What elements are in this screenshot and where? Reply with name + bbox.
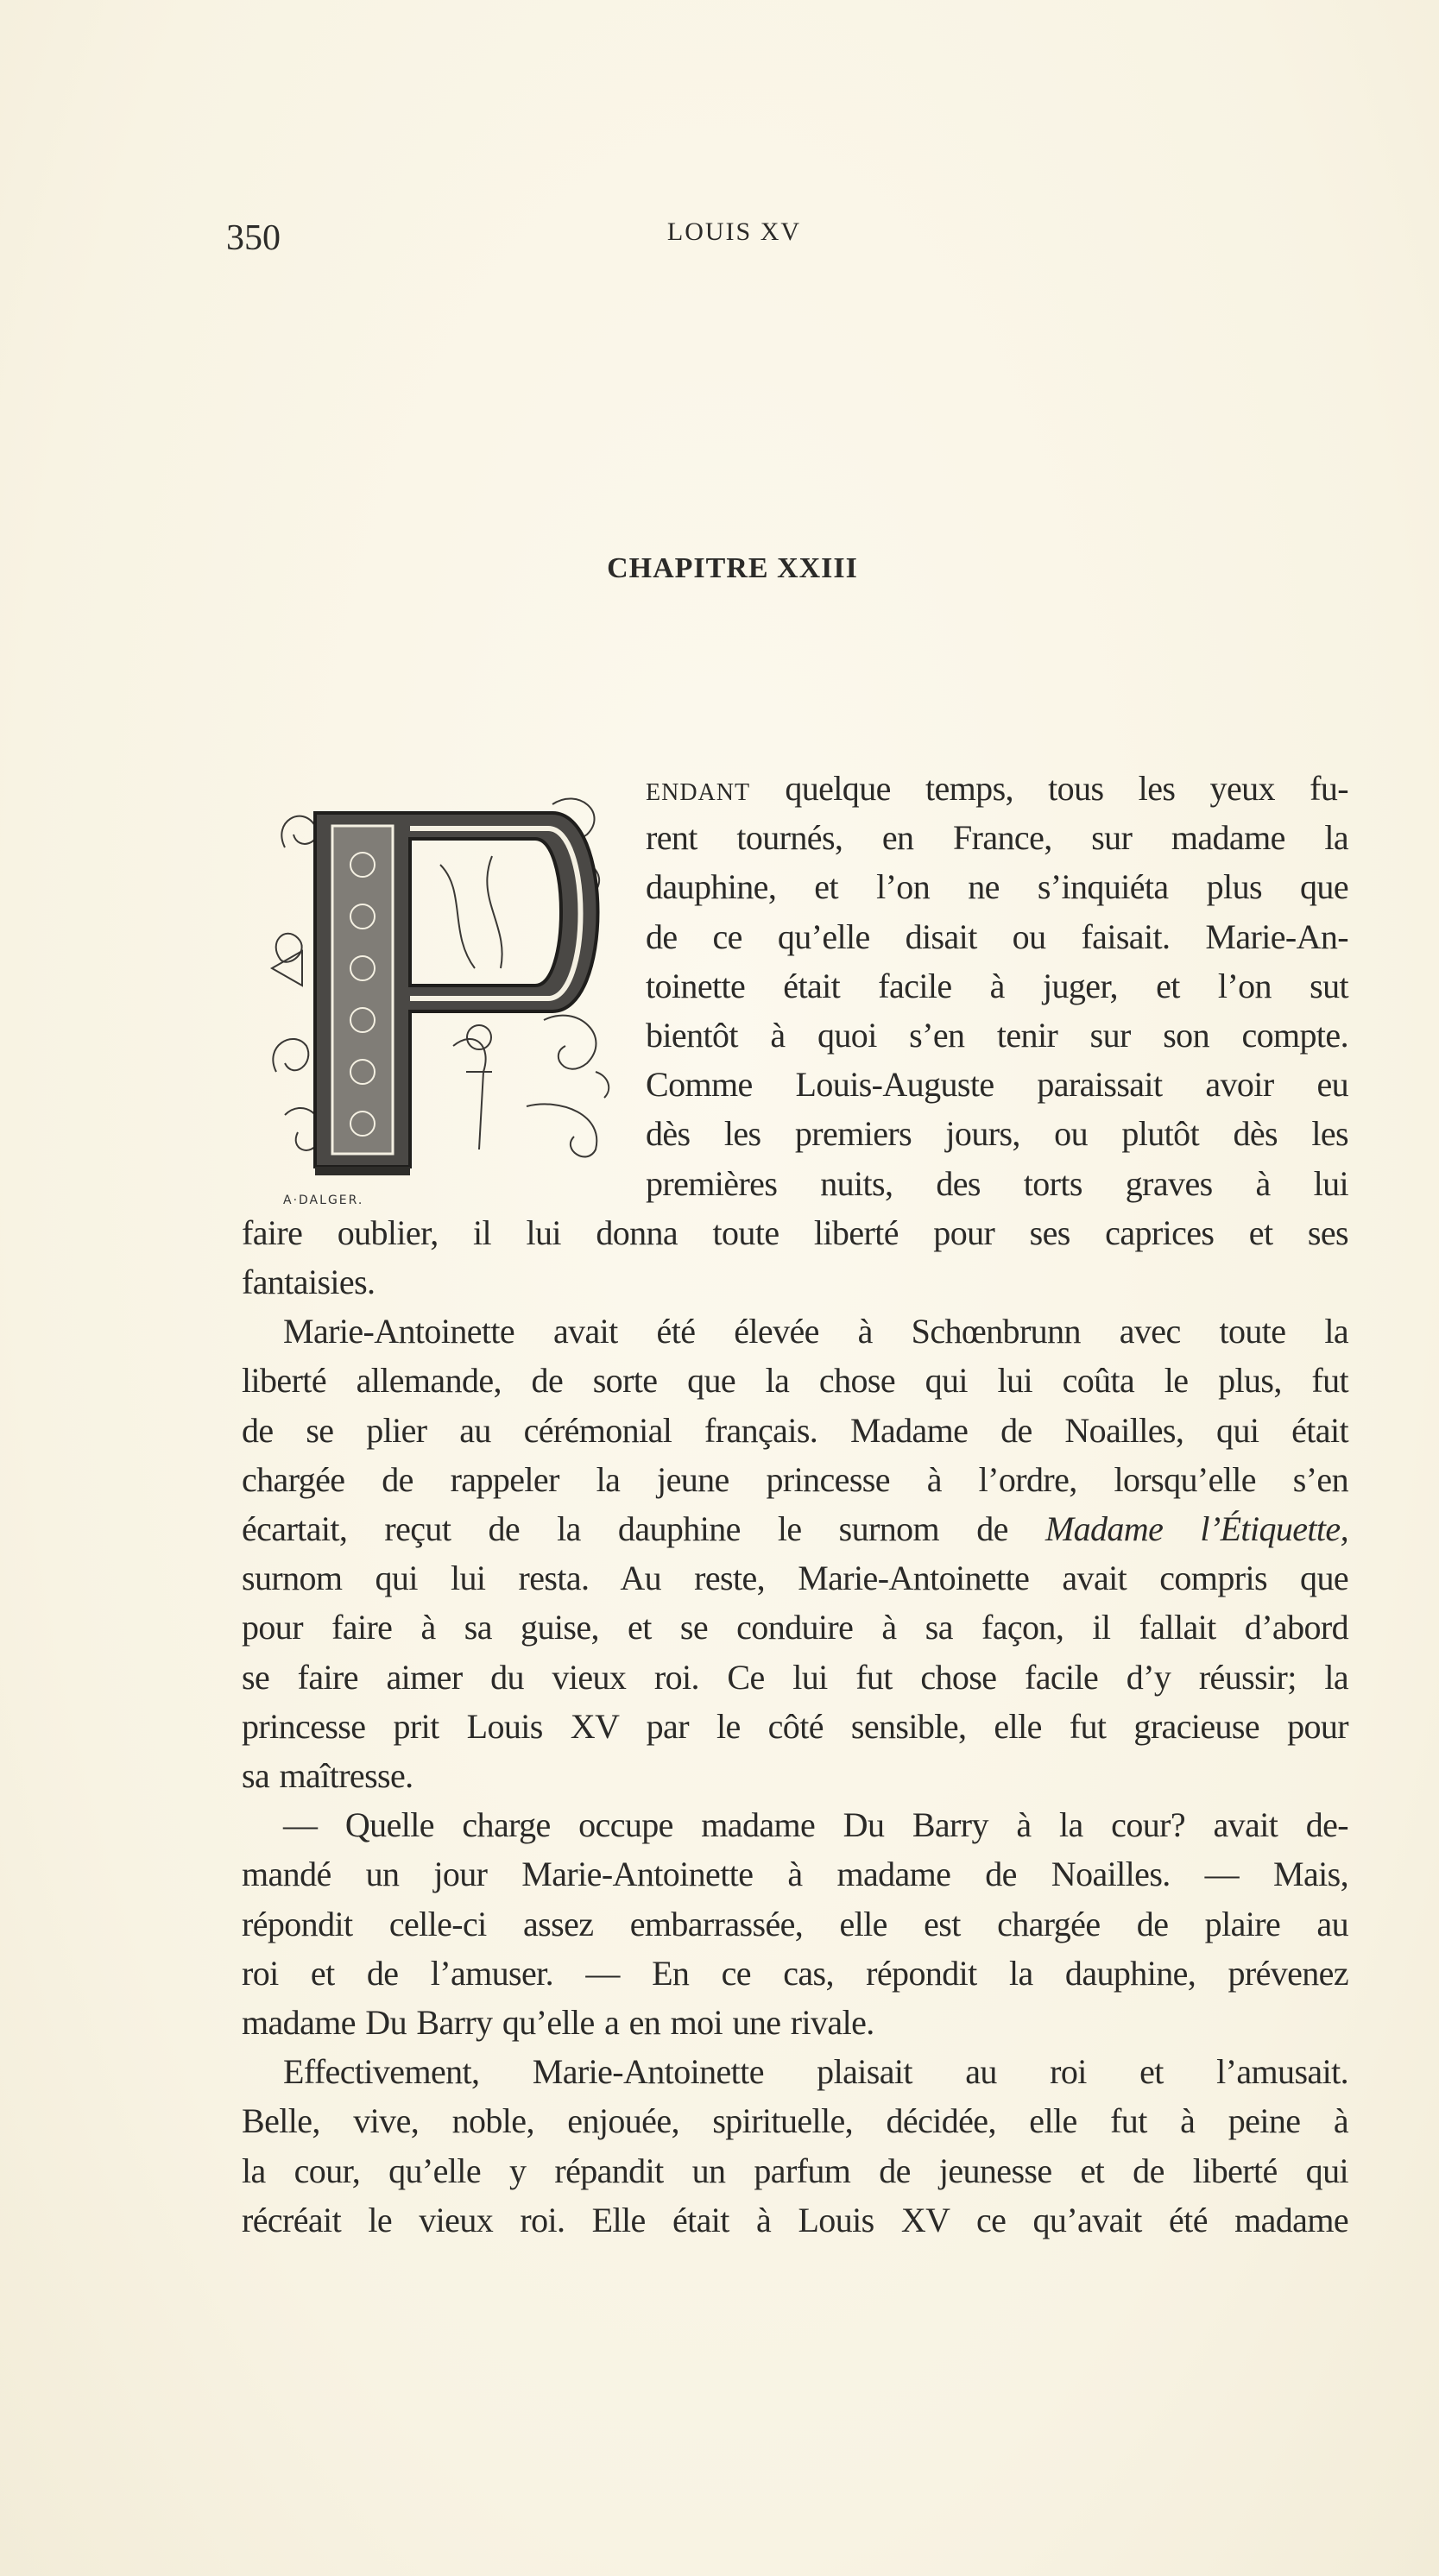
text-line — [242, 2096, 1348, 2145]
text-line — [242, 1849, 1348, 1899]
text-line — [242, 2195, 1348, 2245]
text-line — [242, 1653, 1348, 1702]
text-run: chargée de rappeler la jeune princesse à l’ordre, lorsqu’elle s’en — [242, 1459, 1348, 1499]
text-run: la cour, qu’elle y répandit un parfum de jeunesse et de liberté qui — [242, 2151, 1348, 2190]
text-run: fantaisies. — [242, 1263, 376, 1301]
text-run: récréait le vieux roi. Elle était à Louis XV ce qu’avait été madame — [242, 2200, 1348, 2239]
text-line — [242, 1356, 1348, 1405]
text-line — [242, 1949, 1348, 1998]
text-run: Belle, vive, noble, enjouée, spirituelle, décidée, elle fut à peine à — [242, 2101, 1348, 2141]
small-caps-text: ENDANT — [646, 779, 751, 806]
text-run: sa maîtresse. — [242, 1756, 413, 1795]
page-number: 350 — [226, 218, 281, 258]
text-run: liberté allemande, de sorte que la chose qui lui coûta le plus, fut — [242, 1361, 1348, 1401]
running-title: LOUIS XV — [666, 217, 802, 246]
text-line — [283, 1800, 1348, 1849]
text-line — [283, 1307, 1348, 1356]
text-line — [242, 1455, 1348, 1504]
text-run: pour faire à sa guise, et se conduire à sa façon, il fallait d’abord — [242, 1608, 1348, 1647]
text-line — [646, 1109, 1348, 1158]
text-run: mandé un jour Marie-Antoinette à madame de Noailles. — Mais, — [242, 1855, 1348, 1894]
text-run: Comme Louis-Auguste paraissait avoir eu — [646, 1065, 1348, 1105]
text-run: roi et de l’amuser. — En ce cas, répondit la dauphine, prévenez — [242, 1953, 1348, 1993]
text-run: se faire aimer du vieux roi. Ce lui fut chose facile d’y réussir; la — [242, 1657, 1348, 1697]
text-line — [646, 1159, 1348, 1208]
text-line — [242, 1603, 1348, 1652]
text-line — [646, 1011, 1348, 1060]
text-line — [242, 1257, 1348, 1307]
text-line — [242, 1751, 1348, 1800]
engraver-signature: A·DALGER. — [283, 1194, 364, 1207]
text-run: faire oublier, il lui donna toute liberté pour ses caprices et ses — [242, 1212, 1348, 1252]
text-run: répondit celle-ci assez embarrassée, elle est chargée de plaire au — [242, 1904, 1348, 1943]
text-run: madame Du Barry qu’elle a en moi une rivale. — [242, 2003, 874, 2042]
text-run: surnom qui lui resta. Au reste, Marie-Antoinette avait compris que — [242, 1559, 1348, 1598]
text-line — [242, 1406, 1348, 1455]
text-run: Marie-Antoinette avait été élevée à Schœnbrunn avec toute la — [283, 1312, 1348, 1351]
text-run: premières nuits, des torts graves à lui — [646, 1163, 1348, 1203]
text-run: rent tournés, en France, sur madame la — [646, 818, 1348, 858]
text-run: princesse prit Louis XV par le côté sensible, elle fut gracieuse pour — [242, 1706, 1348, 1746]
chapter-title: CHAPITRE XXIII — [607, 552, 858, 584]
text-line — [646, 961, 1348, 1011]
text-run: de ce qu’elle disait ou faisait. Marie-An- — [646, 916, 1348, 956]
text-run: Effectivement, Marie-Antoinette plaisait au roi et l’amusait. — [283, 2052, 1348, 2092]
text-run: quelque temps, tous les yeux fu- — [750, 769, 1348, 808]
text-line — [242, 1998, 1348, 2047]
text-run: dauphine, et l’on ne s’inquiéta plus que — [646, 867, 1348, 907]
text-line — [242, 1208, 1348, 1257]
text-run: dès les premiers jours, ou plutôt dès les — [646, 1114, 1348, 1154]
text-line — [242, 1702, 1348, 1751]
text-line — [242, 2146, 1348, 2195]
text-run: toinette était facile à juger, et l’on sut — [646, 966, 1348, 1005]
text-line — [646, 764, 1348, 813]
text-line — [242, 1899, 1348, 1949]
text-run: — Quelle charge occupe madame Du Barry à la cour? avait de- — [283, 1805, 1348, 1845]
text-line — [646, 862, 1348, 911]
ornamental-drop-cap-p — [268, 787, 617, 1193]
text-run: écartait, reçut de la dauphine le surnom de — [242, 1509, 1045, 1548]
text-line — [283, 2047, 1348, 2096]
text-line — [646, 813, 1348, 862]
text-line — [242, 1553, 1348, 1603]
text-line — [646, 912, 1348, 961]
text-line — [242, 1504, 1348, 1553]
text-run: bientôt à quoi s’en tenir sur son compte. — [646, 1016, 1348, 1055]
italic-text: Madame l’Étiquette, — [1045, 1509, 1348, 1548]
text-line — [646, 1060, 1348, 1109]
text-run: de se plier au cérémonial français. Madame de Noailles, qui était — [242, 1410, 1348, 1450]
